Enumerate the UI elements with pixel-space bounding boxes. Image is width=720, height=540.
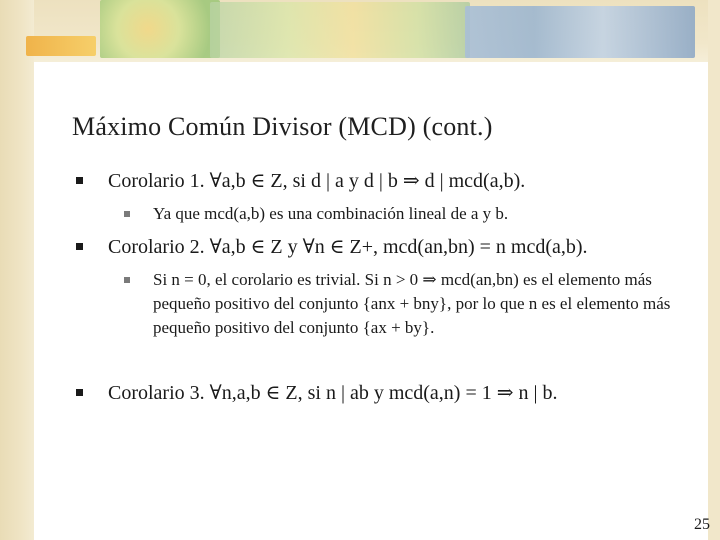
corolario-2-note: Si n = 0, el corolario es trivial. Si n > 0 ⇒ mcd(an,bn) es el elemento más pequeño positivo del conjunto {anx + bny}, por lo que n es el elemento más pequeño positivo del conjunto {ax + by}. (153, 270, 671, 337)
slide-title: Máximo Común Divisor (MCD) (cont.) (72, 112, 493, 141)
bullet-icon (76, 177, 83, 184)
decorative-banner-image (100, 0, 220, 58)
corolario-1: Corolario 1. ∀a,b ∈ Z, si d | a y d | b ⇒ d | mcd(a,b). (108, 170, 526, 192)
decorative-banner-image (465, 6, 695, 58)
bullet-icon (76, 243, 83, 250)
corolario-1-note: Ya que mcd(a,b) es una combinación lineal de a y b. (153, 204, 509, 223)
sub-bullet-icon (124, 277, 130, 283)
decorative-banner-image (210, 2, 470, 58)
decorative-banner-image (26, 36, 96, 56)
decorative-right-border (708, 0, 720, 540)
corolario-3: Corolario 3. ∀n,a,b ∈ Z, si n | ab y mcd(a,n) = 1 ⇒ n | b. (108, 382, 558, 404)
sub-bullet-icon (124, 211, 130, 217)
decorative-left-border (0, 0, 34, 540)
corolario-2: Corolario 2. ∀a,b ∈ Z y ∀n ∈ Z+, mcd(an,bn) = n mcd(a,b). (108, 236, 588, 258)
page-number: 25 (694, 516, 710, 533)
bullet-icon (76, 389, 83, 396)
